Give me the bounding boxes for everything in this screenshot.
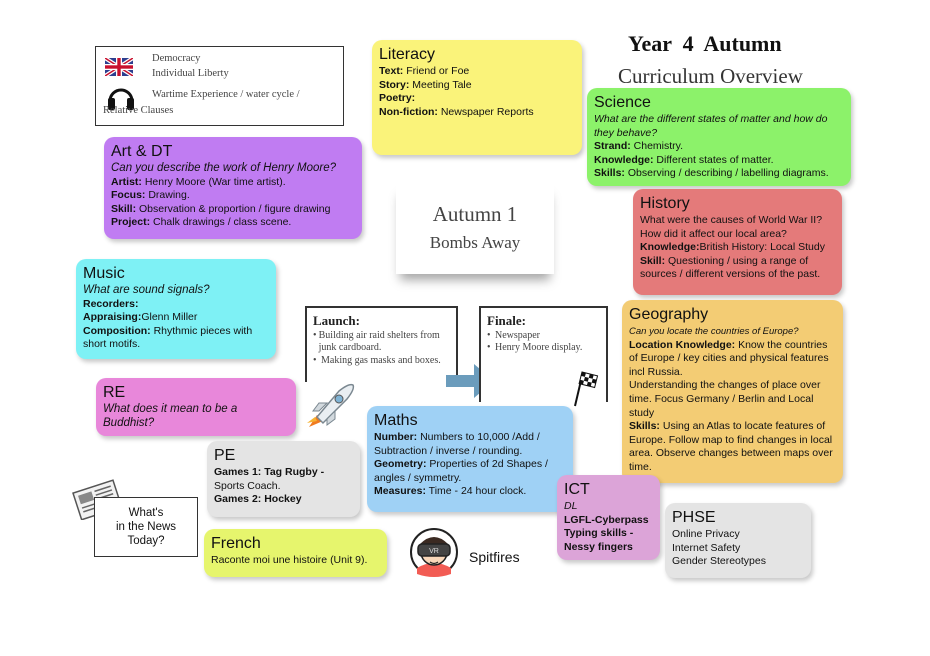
launch-title: Launch:	[313, 313, 360, 328]
news-line: in the News	[115, 521, 177, 533]
page-title: Year 4 Autumn	[628, 31, 782, 56]
phse-item: Online Privacy	[672, 528, 740, 540]
french-card	[204, 529, 387, 577]
svg-text:VR: VR	[429, 548, 439, 555]
ict-line: Typing skills -	[564, 527, 634, 540]
science-item: Skills: Observing / describing / labelling diagrams.	[594, 167, 829, 180]
phse-item: Gender Stereotypes	[672, 555, 766, 568]
music-card	[76, 259, 276, 359]
maths-card	[367, 406, 573, 512]
maths-item: Geometry: Properties of 2d Shapes / angles / symmetry.	[374, 458, 548, 484]
french-text: Raconte moi une histoire (Unit 9).	[211, 554, 368, 566]
phse-card	[665, 503, 811, 578]
launch-box	[305, 306, 458, 382]
phse-title: PHSE	[672, 509, 716, 526]
music-title: Music	[83, 265, 125, 282]
ict-line: LGFL-Cyberpass	[564, 513, 649, 526]
finale-item: • Henry Moore display.	[487, 342, 583, 353]
value-individual-liberty: Individual Liberty	[152, 68, 229, 79]
geography-item: Skills: Using an Atlas to locate features of Europe. Follow map to find changes in local area. Observe changes between maps over time.	[629, 420, 833, 473]
pe-item: Games 1: Tag Rugby - Sports Coach.	[214, 466, 325, 492]
finale-item: • Newspaper	[487, 329, 540, 341]
pe-card	[207, 441, 360, 517]
launch-item: • Making gas masks and boxes.	[313, 354, 441, 366]
ict-line: Nessy fingers	[564, 540, 633, 553]
french-title: French	[211, 535, 261, 552]
news-box	[94, 497, 198, 557]
launch-item: • Building air raid shelters from junk cardboard.	[313, 329, 440, 353]
phse-item: Internet Safety	[672, 541, 741, 554]
art-question: Can you describe the work of Henry Moore?	[111, 162, 336, 174]
topic-subtitle: Bombs Away	[429, 233, 521, 252]
value-relative-clauses: Relative Clauses	[103, 105, 174, 116]
geography-item: Understanding the changes of place over time. Focus Germany / Berlin and Local study	[629, 379, 821, 419]
history-question: How did it affect our local area?	[640, 227, 787, 240]
pe-title: PE	[214, 447, 236, 464]
re-title: RE	[103, 384, 126, 401]
music-item: Composition: Rhythmic pieces with short motifs.	[83, 324, 253, 351]
music-item: Recorders:	[83, 297, 139, 310]
news-line: What's	[128, 507, 164, 519]
art-item: Project: Chalk drawings / class scene.	[111, 216, 292, 229]
vr-avatar-icon	[409, 522, 459, 578]
science-item: Strand: Chemistry.	[594, 140, 684, 153]
values-box	[95, 46, 344, 126]
page-subtitle: Curriculum Overview	[618, 64, 803, 88]
history-card	[633, 189, 842, 295]
history-question: What were the causes of World War II?	[640, 214, 823, 226]
checkered-flag-icon	[569, 368, 599, 408]
literacy-card	[372, 40, 582, 155]
literacy-item: Story: Meeting Tale	[379, 78, 472, 91]
pe-item: Games 2: Hockey	[214, 493, 302, 506]
finale-title: Finale:	[487, 313, 526, 328]
history-item: Skill: Questioning / using a range of sources / different versions of the past.	[640, 254, 821, 281]
music-question: What are sound signals?	[83, 284, 210, 296]
literacy-title: Literacy	[379, 46, 436, 63]
history-item: Knowledge:British History: Local Study	[640, 241, 825, 254]
art-item: Skill: Observation & proportion / figure drawing	[111, 202, 331, 215]
literacy-item: Poetry:	[379, 92, 416, 105]
class-name: Spitfires	[469, 549, 520, 565]
science-item: Knowledge: Different states of matter.	[594, 153, 774, 166]
art-item: Artist: Henry Moore (War time artist).	[111, 175, 286, 188]
value-democracy: Democracy	[152, 53, 201, 64]
re-card	[96, 378, 296, 436]
literacy-item: Non-fiction: Newspaper Reports	[379, 105, 534, 118]
news-line: Today?	[127, 535, 165, 547]
topic-box	[396, 182, 554, 274]
topic-title: Autumn 1	[432, 202, 518, 226]
science-card	[587, 88, 851, 186]
art-item: Focus: Drawing.	[111, 189, 190, 202]
value-wartime-experience: Wartime Experience / water cycle /	[152, 89, 300, 100]
geography-question: Can you locate the countries of Europe?	[629, 326, 799, 337]
geography-item: Location Knowledge: Know the countries of Europe / key cities and physical features incl Russia.	[629, 338, 829, 378]
music-item: Appraising:Glenn Miller	[83, 311, 198, 324]
literacy-item: Text: Friend or Foe	[379, 65, 470, 77]
re-question: What does it mean to be a Buddhist?	[103, 403, 238, 429]
geography-card	[622, 300, 843, 483]
maths-item: Measures: Time - 24 hour clock.	[374, 485, 527, 498]
maths-title: Maths	[374, 412, 418, 429]
rocket-icon	[303, 381, 357, 431]
uk-flag-icon	[105, 58, 133, 76]
science-question: What are the different states of matter and how do they behave?	[594, 113, 828, 139]
art-dt-card	[104, 137, 362, 239]
science-title: Science	[594, 94, 651, 111]
ict-card	[557, 475, 660, 560]
ict-sub: DL	[564, 500, 578, 512]
geography-title: Geography	[629, 306, 709, 323]
history-title: History	[640, 195, 690, 212]
ict-title: ICT	[564, 481, 590, 498]
art-title: Art & DT	[111, 143, 173, 160]
maths-item: Number: Numbers to 10,000 /Add / Subtraction / inverse / rounding.	[374, 431, 540, 457]
